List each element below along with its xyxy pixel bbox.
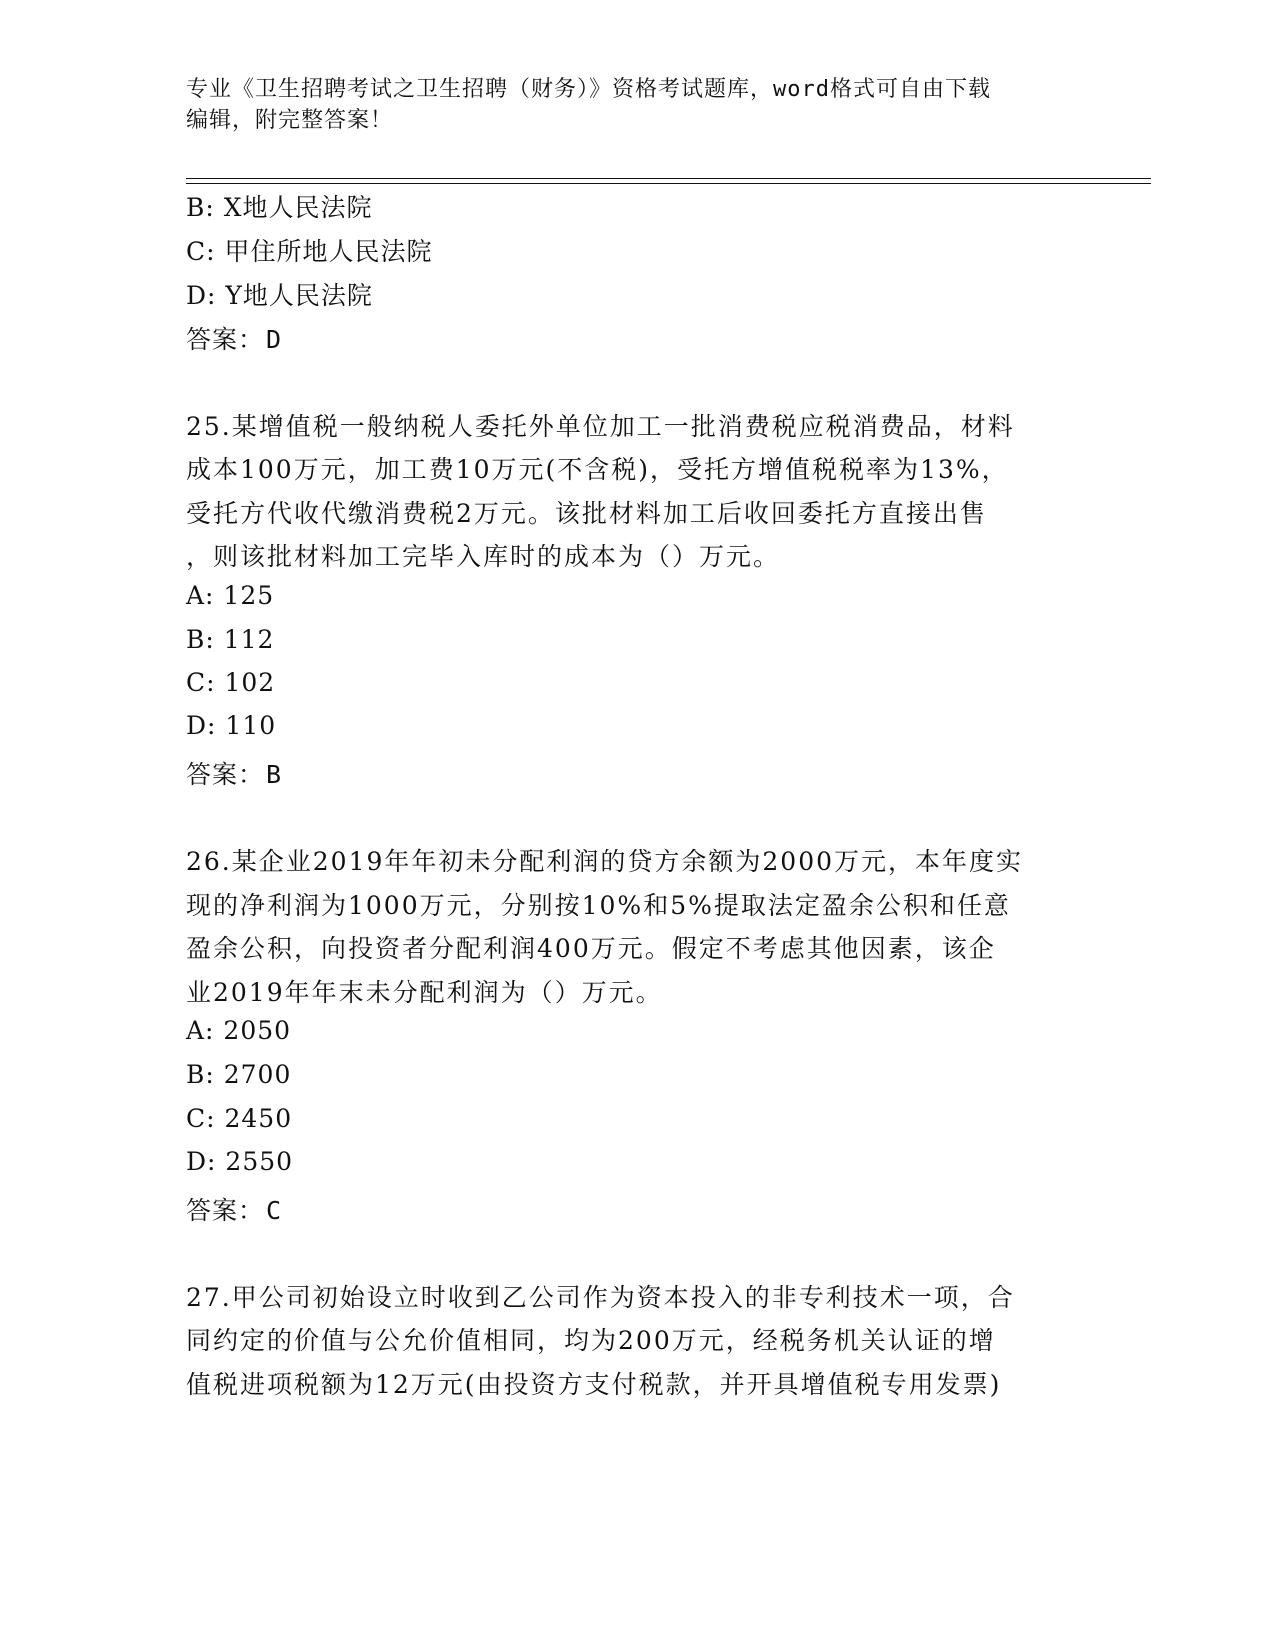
q25-stem-line-3: 受托方代收代缴消费税2万元。该批材料加工后收回委托方直接出售: [186, 499, 987, 528]
q27-stem-line-3: 值税进项税额为12万元(由投资方支付税款，并开具增值税专用发票): [186, 1370, 1002, 1399]
header-divider-bottom: [186, 183, 1151, 184]
answer-value: B: [266, 760, 283, 789]
document-header: [186, 74, 1086, 136]
q26-stem-line-4: 业2019年年末未分配利润为（）万元。: [186, 978, 663, 1007]
q25-answer: [186, 755, 282, 791]
answer-value: D: [266, 325, 283, 354]
q25-option-a: A: 125: [186, 581, 275, 610]
header-divider-top: [186, 178, 1151, 179]
q26-stem-line-2: 现的净利润为1000万元，分别按10%和5%提取法定盈余公积和任意: [186, 891, 1011, 920]
q26-stem-line-1: 26.某企业2019年年初未分配利润的贷方余额为2000万元，本年度实: [186, 847, 1024, 876]
q27-stem-line-1: 27.甲公司初始设立时收到乙公司作为资本投入的非专利技术一项，合: [186, 1283, 1015, 1312]
prev-answer: [186, 320, 282, 356]
q25-option-b: B: 112: [186, 625, 275, 654]
q26-option-b: B: 2700: [186, 1060, 292, 1089]
answer-value: C: [266, 1196, 283, 1225]
q25-stem-line-4: ，则该批材料加工完毕入库时的成本为（）万元。: [186, 542, 781, 571]
prev-option-d: D: Y地人民法院: [186, 281, 373, 310]
q25-option-c: C: 102: [186, 668, 276, 697]
answer-label: 答案：: [186, 1196, 265, 1225]
q25-stem-line-1: 25.某增值税一般纳税人委托外单位加工一批消费税应税消费品，材料: [186, 412, 1015, 441]
q26-option-a: A: 2050: [186, 1016, 292, 1045]
header-line-1: 专业《卫生招聘考试之卫生招聘（财务）》资格考试题库，word格式可自由下载: [186, 77, 991, 102]
answer-label: 答案：: [186, 325, 265, 354]
q27-stem-line-2: 同约定的价值与公允价值相同，均为200万元，经税务机关认证的增: [186, 1326, 996, 1355]
q26-option-c: C: 2450: [186, 1104, 293, 1133]
q26-answer: [186, 1191, 282, 1227]
answer-label: 答案：: [186, 760, 265, 789]
header-line-2: 编辑，附完整答案！: [186, 108, 394, 133]
q26-option-d: D: 2550: [186, 1147, 294, 1176]
q26-stem-line-3: 盈余公积，向投资者分配利润400万元。假定不考虑其他因素，该企: [186, 934, 996, 963]
q25-stem-line-2: 成本100万元，加工费10万元(不含税)，受托方增值税税率为13%，: [186, 455, 1009, 484]
q25-option-d: D: 110: [186, 711, 277, 740]
prev-option-c: C: 甲住所地人民法院: [186, 237, 433, 266]
prev-option-b: B: X地人民法院: [186, 193, 373, 222]
